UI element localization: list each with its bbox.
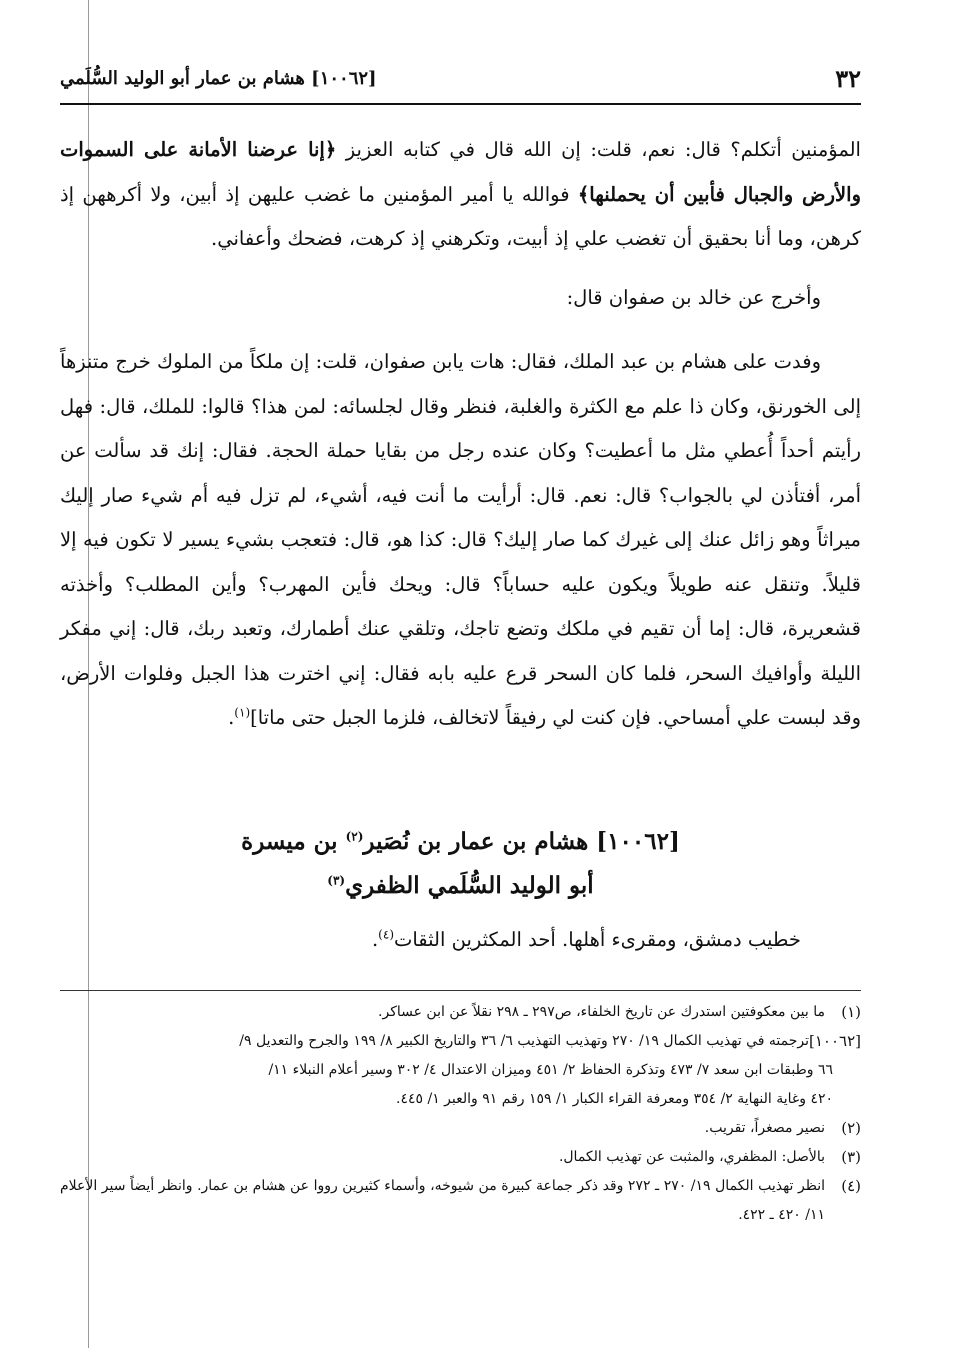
entry-description <box>60 920 801 960</box>
paragraph-1-rest: فوالله يا أمير المؤمنين ما غضب عليهن إذ أبين، ولا أكرههن إذ كرهن، وما أنا بحقيق أن تغضب علي إذ أبيت، وتكرهني إذ كرهت، فضحك وأعفاني. <box>60 182 861 250</box>
footnote-3-text: بالأصل: المظفري، والمثبت عن تهذيب الكمال. <box>558 1149 825 1165</box>
paragraph-3-text: وفدت على هشام بن عبد الملك، فقال: هات يابن صفوان، قلت: إن ملكاً من الملوك خرج متنزهاً إلى الخورنق، وكان ذا علم مع الكثرة والغلبة، فنظر وقال لجلسائه: لمن هذا؟ قالوا: للملك، قال: فهل رأيتم أحداً أُعطي مثل ما أعطيت؟ وكان عنده رجل من بقايا حملة الحجة. فقال: إنك قد سألت عن أمر، أفتأذن لي بالجواب؟ قال: نعم. قال: أرأيت ما أنت فيه، أشيء، لم تزل فيه أم شيء صار إليك ميراثاً وهو زائل عنك إلى غيرك كما صار إليك؟ قال: كذا هو، قال: فتعجب بشيء يسير لا تكون فيه إلا قليلاً. وتنقل عنه طويلاً ويكون عليه حساباً؟ قال: ويحك فأين المهرب؟ وأين المطلب؟ وأخذته قشعريرة، قال: إما أن تقيم في ملكك وتضع تاجك، وتلقي عنك أطمارك، وتعبد ربك، قال: إني مفكر الليلة وأوافيك السحر، فلما كان السحر قرع عليه بابه فقال: إني اخترت هذا الجبل وفلوات الأرض، وقد لبست علي أمساحي. فإن كنت لي رفيقاً لاتخالف، فلزما الجبل حتى ماتا] <box>60 350 861 729</box>
footnote-bio-mark: [١٠٠٦٢] <box>808 1032 861 1050</box>
footnote-ref-1[interactable]: (١) <box>234 705 251 720</box>
entry-kunya: أبو الوليد السُّلَمي الظفري <box>345 872 594 899</box>
footnote-2-text: نصير مصغراً، تقريب. <box>704 1120 825 1136</box>
footnote-1-mark: (١) <box>841 1003 861 1021</box>
entry-heading-line-2 <box>60 864 861 908</box>
footnote-3 <box>60 1143 861 1172</box>
entry-heading <box>60 820 861 908</box>
footnotes <box>60 998 861 1230</box>
quran-verse: ﴿إنا عرضنا الأمانة على السموات والأرض والجبال فأبين أن يحملنها﴾ <box>60 138 861 206</box>
footnote-4-text: انظر تهذيب الكمال ١٩/ ٢٧٠ ـ ٢٧٢ وقد ذكر جماعة كبيرة من شيوخه، وأسماء كثيرين رووا عن هشام بن عمار. وانظر أيضاً سير الأعلام ١١/ ٤٢٠ ـ ٤٢٢. <box>60 1178 825 1223</box>
paragraph-1 <box>60 128 861 262</box>
entry-description-end: . <box>371 928 379 951</box>
footnote-bio <box>60 1027 861 1056</box>
footnote-1-text: ما بين معكوفتين استدرك عن تاريخ الخلفاء، ص٢٩٧ ـ ٢٩٨ نقلاً عن ابن عساكر. <box>378 1004 825 1020</box>
footnote-bio-text: ترجمته في تهذيب الكمال ١٩/ ٢٧٠ وتهذيب التهذيب ٦/ ٣٦ والتاريخ الكبير ٨/ ١٩٩ والجرح والتعديل ٩/ <box>239 1033 809 1049</box>
footnote-bio-line-2: ٦٦ وطبقات ابن سعد ٧/ ٤٧٣ وتذكرة الحفاظ ٢/ ٤٥١ وميزان الاعتدال ٤/ ٣٠٢ وسير أعلام النبلاء ١١/ <box>268 1062 833 1078</box>
header-rule <box>60 103 861 105</box>
footnote-3-mark: (٣) <box>841 1148 861 1166</box>
footnote-4 <box>60 1172 861 1230</box>
footnote-2 <box>60 1114 861 1143</box>
running-title: [١٠٠٦٢] هشام بن عمار أبو الوليد السُّلَمي <box>60 68 377 89</box>
paragraph-1-start: المؤمنين أتكلم؟ قال: نعم، قلت: إن الله قال في كتابه العزيز <box>336 138 861 161</box>
main-text <box>60 128 861 741</box>
footnote-bio-line-3: ٤٢٠ وغاية النهاية ٢/ ٣٥٤ ومعرفة القراء الكبار ١/ ١٥٩ رقم ٩١ والعبر ١/ ٤٤٥. <box>396 1091 833 1107</box>
entry-name-part-2: بن ميسرة <box>241 828 346 855</box>
entry-description-text: خطيب دمشق، ومقرىء أهلها. أحد المكثرين الثقات <box>394 928 801 951</box>
footnote-4-mark: (٤) <box>841 1177 861 1195</box>
paragraph-3 <box>60 340 861 741</box>
footnote-2-mark: (٢) <box>841 1119 861 1137</box>
footnote-ref-3[interactable]: (٣) <box>327 873 346 888</box>
footnote-ref-4[interactable]: (٤) <box>378 927 394 942</box>
entry-heading-line-1 <box>60 820 861 864</box>
entry-name-part-1: [١٠٠٦٢] هشام بن عمار بن نُصَير <box>363 828 680 855</box>
footnote-1 <box>60 998 861 1027</box>
paragraph-2: وأخرج عن خالد بن صفوان قال: <box>566 285 821 309</box>
footnote-ref-2[interactable]: (٢) <box>345 829 364 844</box>
footnote-separator <box>60 990 861 991</box>
page-number: ٣٢ <box>835 64 861 93</box>
paragraph-3-end: . <box>228 706 235 729</box>
page-header <box>60 62 861 102</box>
